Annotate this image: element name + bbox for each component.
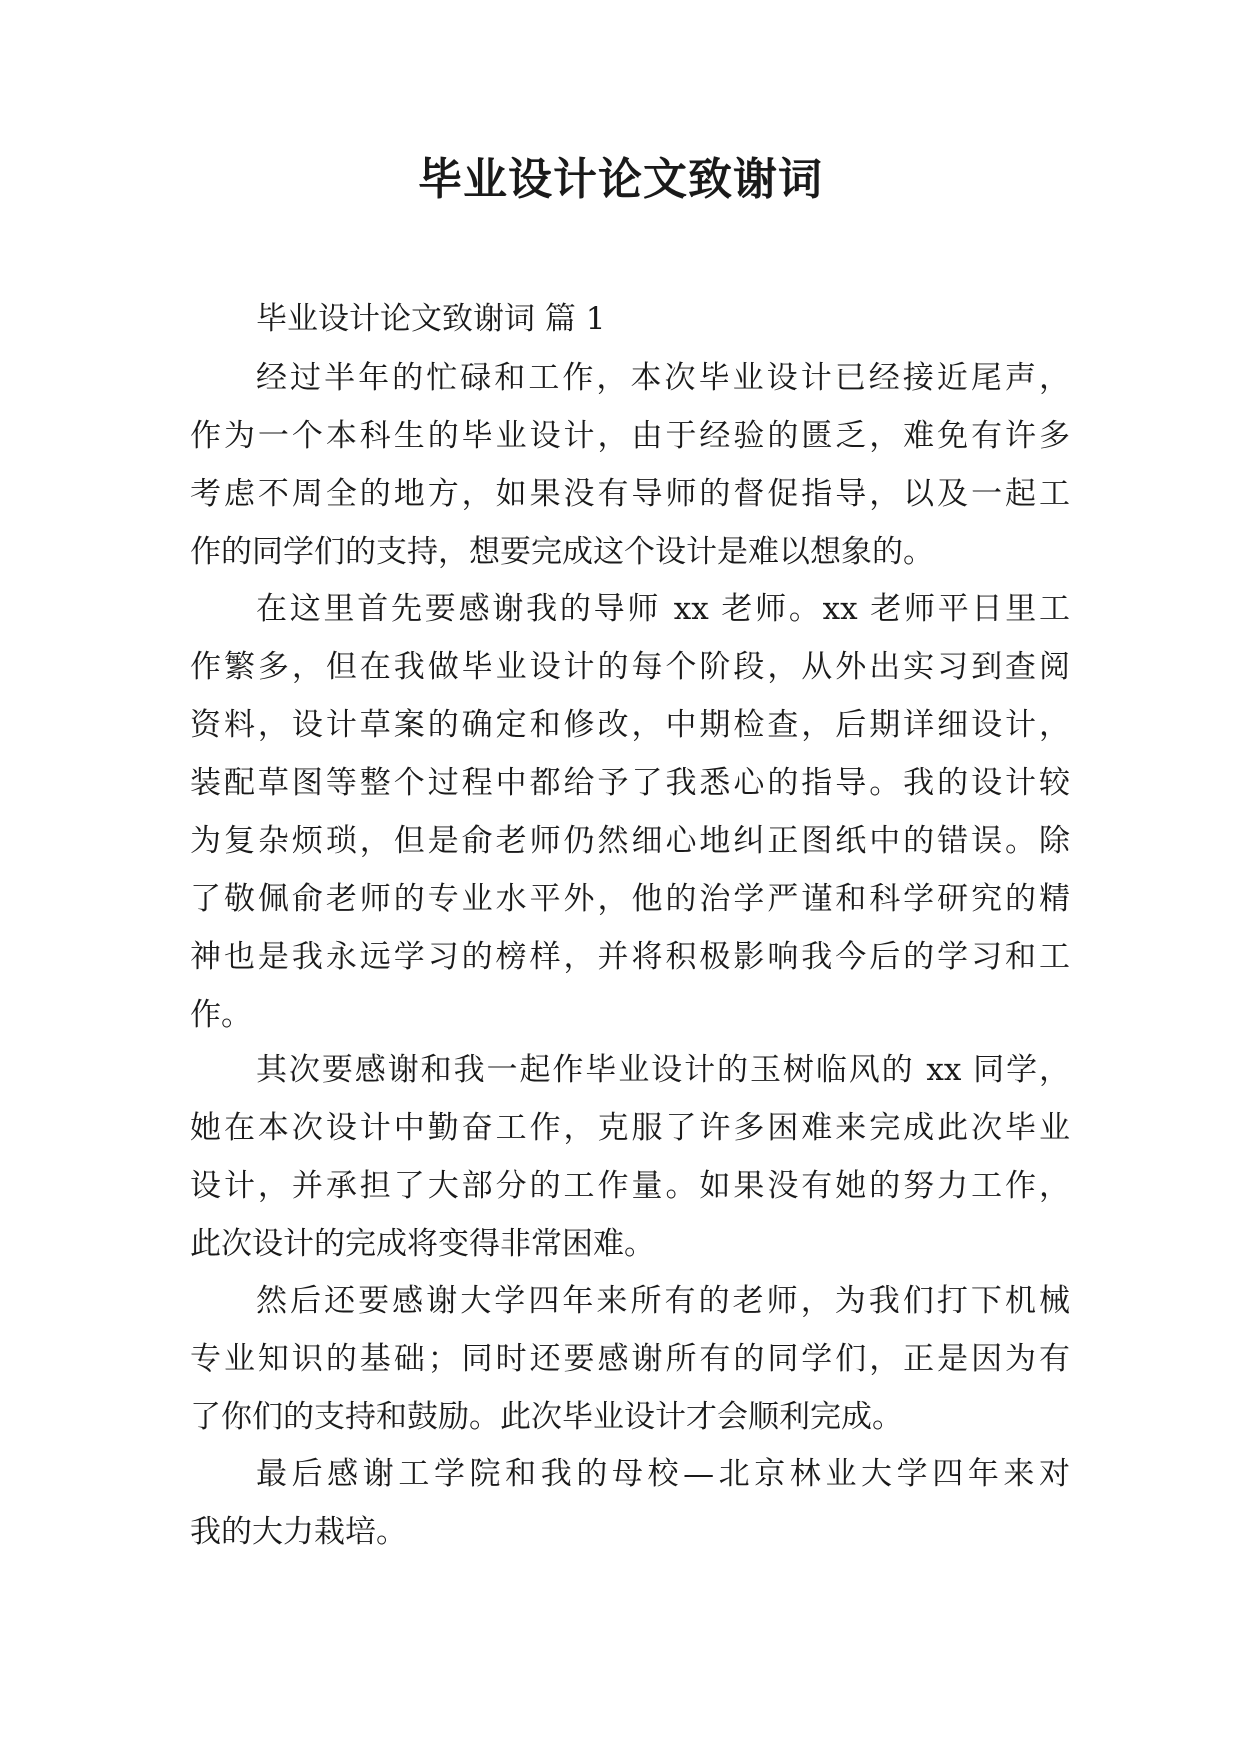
- paragraph: [190, 580, 1070, 1044]
- document-title: 毕业设计论文致谢词: [418, 154, 823, 205]
- paragraph-line: 我的大力栽培。: [190, 1514, 407, 1550]
- paragraph-line: 作繁多，但在我做毕业设计的每个阶段，从外出实习到查阅: [190, 649, 1070, 685]
- paragraph-line: 专业知识的基础；同时还要感谢所有的同学们，正是因为有: [190, 1341, 1070, 1377]
- section-heading: 毕业设计论文致谢词 篇 1: [256, 301, 606, 337]
- paragraph: [190, 1041, 1070, 1273]
- paragraph-line: 了你们的支持和鼓励。此次毕业设计才会顺利完成。: [190, 1399, 903, 1435]
- paragraph: [190, 1445, 1070, 1561]
- paragraph-line: 作为一个本科生的毕业设计，由于经验的匮乏，难免有许多: [190, 418, 1070, 454]
- paragraph-line: 考虑不周全的地方，如果没有导师的督促指导，以及一起工: [190, 476, 1070, 512]
- paragraph: [190, 1272, 1070, 1446]
- paragraph-line: 然后还要感谢大学四年来所有的老师，为我们打下机械: [256, 1283, 1070, 1319]
- paragraph-line: 最后感谢工学院和我的母校—北京林业大学四年来对: [256, 1456, 1070, 1492]
- paragraph-line: 资料，设计草案的确定和修改，中期检查，后期详细设计，: [190, 707, 1070, 743]
- paragraph-line: 作。: [190, 997, 252, 1033]
- paragraph-line: 装配草图等整个过程中都给予了我悉心的指导。我的设计较: [190, 765, 1070, 801]
- paragraph-line: 她在本次设计中勤奋工作，克服了许多困难来完成此次毕业: [190, 1110, 1070, 1146]
- paragraph-line: 神也是我永远学习的榜样，并将积极影响我今后的学习和工: [190, 939, 1070, 975]
- paragraph-line: 其次要感谢和我一起作毕业设计的玉树临风的 xx 同学，: [256, 1052, 1070, 1088]
- paragraph-line: 设计，并承担了大部分的工作量。如果没有她的努力工作，: [190, 1168, 1070, 1204]
- paragraph-line: 此次设计的完成将变得非常困难。: [190, 1226, 655, 1262]
- paragraph: [190, 349, 1070, 581]
- paragraph-line: 了敬佩俞老师的专业水平外，他的治学严谨和科学研究的精: [190, 881, 1070, 917]
- paragraph-line: 在这里首先要感谢我的导师 xx 老师。xx 老师平日里工: [256, 591, 1070, 627]
- paragraph-line: 作的同学们的支持，想要完成这个设计是难以想象的。: [190, 534, 934, 570]
- paragraph-line: 经过半年的忙碌和工作，本次毕业设计已经接近尾声，: [256, 360, 1070, 396]
- paragraph-line: 为复杂烦琐，但是俞老师仍然细心地纠正图纸中的错误。除: [190, 823, 1070, 859]
